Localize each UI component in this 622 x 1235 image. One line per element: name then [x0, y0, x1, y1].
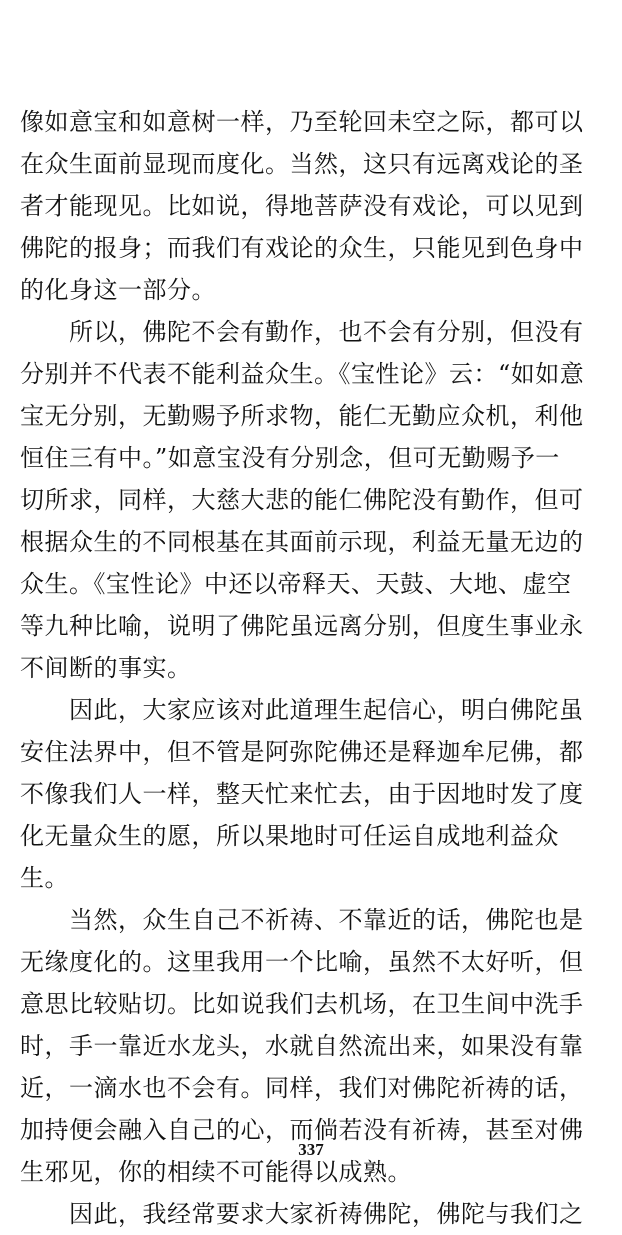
text-line: 因此，大家应该对此道理生起信心，明白佛陀虽 — [20, 696, 584, 724]
text-line: 近，一滴水也不会有。同样，我们对佛陀祈祷的话， — [20, 1074, 584, 1102]
text-line: 宝无分别，无勤赐予所求物，能仁无勤应众机，利他 — [20, 402, 584, 430]
text-line: 化无量众生的愿，所以果地时可任运自成地利益众 — [20, 822, 559, 850]
text-line: 恒住三有中。”如意宝没有分别念，但可无勤赐予一 — [20, 444, 560, 472]
text-line: 在众生面前显现而度化。当然，这只有远离戏论的圣 — [20, 150, 584, 178]
page-number: 337 — [298, 1140, 324, 1159]
text-line: 所以，佛陀不会有勤作，也不会有分别，但没有 — [20, 318, 584, 346]
text-line: 众生。《宝性论》中还以帝释天、天鼓、大地、虚空 — [20, 570, 572, 598]
text-line: 根据众生的不同根基在其面前示现，利益无量无边的 — [20, 528, 584, 556]
text-line: 意思比较贴切。比如说我们去机场，在卫生间中洗手 — [20, 990, 584, 1018]
text-line: 佛陀的报身；而我们有戏论的众生，只能见到色身中 — [20, 234, 584, 262]
text-line: 无缘度化的。这里我用一个比喻，虽然不太好听，但 — [20, 948, 584, 976]
text-line: 不间断的事实。 — [20, 654, 192, 682]
text-line: 生邪见，你的相续不可能得以成熟。 — [20, 1158, 412, 1186]
text-line: 切所求，同样，大慈大悲的能仁佛陀没有勤作，但可 — [20, 486, 584, 514]
text-line: 当然，众生自己不祈祷、不靠近的话，佛陀也是 — [20, 906, 584, 934]
text-line: 生。 — [20, 864, 69, 892]
text-line: 分别并不代表不能利益众生。《宝性论》云：“如如意 — [20, 360, 585, 388]
text-line: 不像我们人一样，整天忙来忙去，由于因地时发了度 — [20, 780, 584, 808]
text-line: 等九种比喻，说明了佛陀虽远离分别，但度生事业永 — [20, 612, 584, 640]
text-line: 像如意宝和如意树一样，乃至轮回未空之际，都可以 — [20, 108, 584, 136]
text-line: 安住法界中，但不管是阿弥陀佛还是释迦牟尼佛，都 — [20, 738, 584, 766]
text-line: 的化身这一部分。 — [20, 276, 216, 304]
text-line: 时，手一靠近水龙头，水就自然流出来，如果没有靠 — [20, 1032, 584, 1060]
body-text — [20, 101, 608, 1235]
text-line: 因此，我经常要求大家祈祷佛陀，佛陀与我们之 — [20, 1200, 584, 1228]
text-line: 加持便会融入自己的心，而倘若没有祈祷，甚至对佛 — [20, 1116, 584, 1144]
text-line: 者才能现见。比如说，得地菩萨没有戏论，可以见到 — [20, 192, 584, 220]
